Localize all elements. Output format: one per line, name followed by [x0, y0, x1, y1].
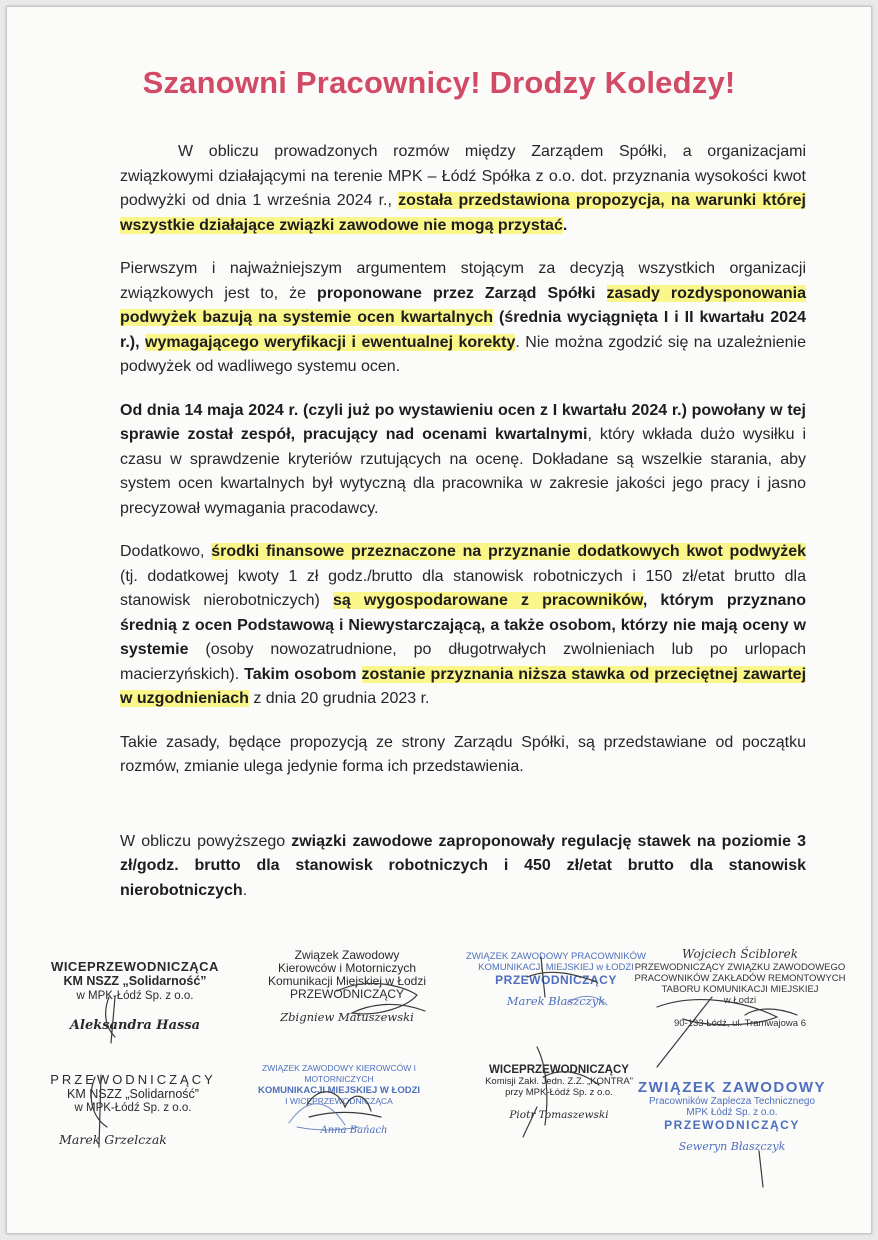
signature-org: Związek Zawodowy — [294, 948, 400, 962]
highlighted-text: wymagającego weryfikacji i ewentualnej korekty — [145, 333, 516, 351]
letter-body — [120, 140, 806, 922]
signature-block-4 — [613, 949, 867, 1029]
signature-role: PRZEWODNICZĄCY — [290, 987, 404, 1001]
signature-address: 90-133 Łódź, ul. Tramwajowa 6 — [673, 1018, 807, 1029]
signature-block-1 — [35, 959, 235, 1033]
signature-name: Piotr Tomaszewski — [509, 1109, 609, 1121]
stamp-role: I WICEPRZEWODNICZĄCA — [285, 1096, 393, 1106]
signature-name: Marek Grzelczak — [59, 1132, 167, 1147]
stamp-text: ZWIĄZEK ZAWODOWY KIEROWCÓW I MOTORNICZYCH — [262, 1063, 416, 1084]
stamp-text: Pracowników Zaplecza Technicznego — [648, 1096, 815, 1107]
signature-org: w MPK-Łódź Sp. z o.o. — [74, 1102, 192, 1114]
stamp-text: ZWIĄZEK ZAWODOWY — [637, 1079, 827, 1096]
signature-role: PRZEWODNICZĄCY — [50, 1072, 216, 1087]
signature-org: PRZEWODNICZĄCY ZWIĄZKU ZAWODOWEGO — [634, 962, 846, 973]
signature-block-5 — [31, 1073, 235, 1147]
highlighted-text: zostanie przyznania niższa stawka od przeciętnej zawartej w uzgodnieniach — [120, 665, 807, 707]
signature-org: PRACOWNIKÓW ZAKŁADÓW REMONTOWYCH — [634, 973, 846, 984]
signature-org: przy MPK-Łódź Sp. z o.o. — [505, 1087, 613, 1098]
highlighted-text: środki finansowe przeznaczone na przyznanie dodatkowych kwot podwyżek — [211, 543, 807, 560]
stamp-text: MPK Łódź Sp. z o.o. — [686, 1107, 778, 1118]
stamp-role: PRZEWODNICZĄCY — [495, 973, 617, 987]
signature-org: w Łodzi — [723, 995, 757, 1006]
signature-name: Anna Bańach — [320, 1125, 388, 1136]
stamp-text: KOMUNIKACJI MIEJSKIEJ w ŁODZI — [478, 962, 634, 973]
signature-block-2 — [255, 949, 439, 1024]
signature-name: Aleksandra Hassa — [69, 1018, 201, 1033]
stamp-role: PRZEWODNICZĄCY — [664, 1118, 800, 1132]
paragraph-1: W obliczu prowadzonych rozmów między Zarządem Spółki, a organizacjami związkowymi działającymi na terenie MPK – Łódź Spółka z o.o. dot. przyznania wysokości kwot podwyżki od dnia 1 września 2024 r., została przedstawiona propozycja, na warunki której wszystkie działające związki zawodowe nie mogą przystać. — [120, 143, 806, 234]
signature-block-6 — [239, 1063, 439, 1136]
stamp-text: ZWIĄZEK ZAWODOWY PRACOWNIKÓW — [466, 951, 646, 962]
paragraph-3: Od dnia 14 maja 2024 r. (czyli już po wystawieniu ocen z I kwartału 2024 r.) powołany w tej sprawie został zespół, pracujący nad ocenami kwartalnymi, który wkłada dużo wysiłku i czasu w sprawdzenie kryteriów rzutujących na ocenę. Dokładane są wszelkie starania, aby system ocen kwartalnych był wytyczną dla pracownika w zakresie jakości jego pracy i jasno precyzował wymagania pracodawcy. — [120, 401, 806, 517]
signature-org: KM NSZZ „Solidarność” — [63, 974, 207, 988]
signature-role: WICEPRZEWODNICZĄCA — [51, 959, 219, 974]
signature-org: w MPK-Łódź Sp. z o.o. — [76, 990, 194, 1002]
highlighted-text: są wygospodarowane z pracowników — [332, 592, 643, 609]
signature-org: TABORU KOMUNIKACJI MIEJSKIEJ — [661, 984, 819, 995]
signature-name: Wojciech Ściblorek — [681, 947, 799, 961]
signature-org: Komisji Zakł. Jedn. Z.Z. „KONTRA” — [485, 1076, 633, 1087]
signature-role: WICEPRZEWODNICZĄCY — [489, 1064, 629, 1076]
stamp-text: KOMUNIKACJI MIEJSKIEJ W ŁODZI — [257, 1085, 421, 1096]
highlighted-text: została przedstawiona propozycja, na warunki której wszystkie działające związki zawodowe nie mogą przystać — [120, 192, 806, 234]
paragraph-5: Takie zasady, będące propozycją ze strony Zarządu Spółki, są przedstawiane od początku rozmów, zmianie ulega jedynie forma ich przedstawienia. — [120, 733, 806, 775]
letter-title: Szanowni Pracownicy! Drodzy Koledzy! — [142, 65, 736, 100]
signature-org: Komunikacji Miejskiej w Łodzi — [267, 974, 427, 988]
paragraph-2: Pierwszym i najważniejszym argumentem stojącym za decyzją wszystkich organizacji związkowych jest to, że proponowane przez Zarząd Spółki zasady rozdysponowania podwyżek bazują na systemie ocen kwartalnych (średnia wyciągnięta I i II kwartału 2024 r.), wymagającego weryfikacji i ewentualnej korekty. Nie można zgodzić się na uzależnienie podwyżek od wadliwego systemu ocen. — [120, 260, 807, 375]
highlighted-text: zasady rozdysponowania podwyżek bazują na systemie ocen kwartalnych — [120, 284, 807, 326]
signature-name: Zbigniew Matuszewski — [280, 1010, 414, 1024]
paragraph-6: W obliczu powyższego związki zawodowe zaproponowały regulację stawek na poziomie 3 zł/godz. brutto dla stanowisk robotniczych i 450 zł/etat brutto dla stanowisk nierobotniczych. — [120, 832, 806, 899]
signature-name: Seweryn Błaszczyk — [678, 1140, 786, 1153]
signature-name: Marek Błaszczyk — [506, 994, 606, 1008]
signature-block-8 — [619, 1079, 845, 1152]
document-page — [6, 6, 872, 1234]
signature-org: KM NSZZ „Solidarność” — [67, 1087, 199, 1101]
paragraph-4: Dodatkowo, środki finansowe przeznaczone na przyznanie dodatkowych kwot podwyżek (tj. dodatkowej kwoty 1 zł godz./brutto dla stanowisk robotniczych i 150 zł/etat brutto dla stanowisk nierobotniczych) są wygospodarowane z pracowników, którym przyznano średnią z ocen Podstawową i Niewystarczającą, a także osobom, którzy nie mają oceny w systemie (osoby nowozatrudnione, po długotrwałych zwolnieniach lub po urlopach macierzyńskich). Takim osobom zostanie przyznania niższa stawka od przeciętnej zawartej w uzgodnieniach z dnia 20 grudnia 2023 r. — [120, 543, 807, 707]
signature-org: Kierowców i Motorniczych — [277, 961, 417, 975]
